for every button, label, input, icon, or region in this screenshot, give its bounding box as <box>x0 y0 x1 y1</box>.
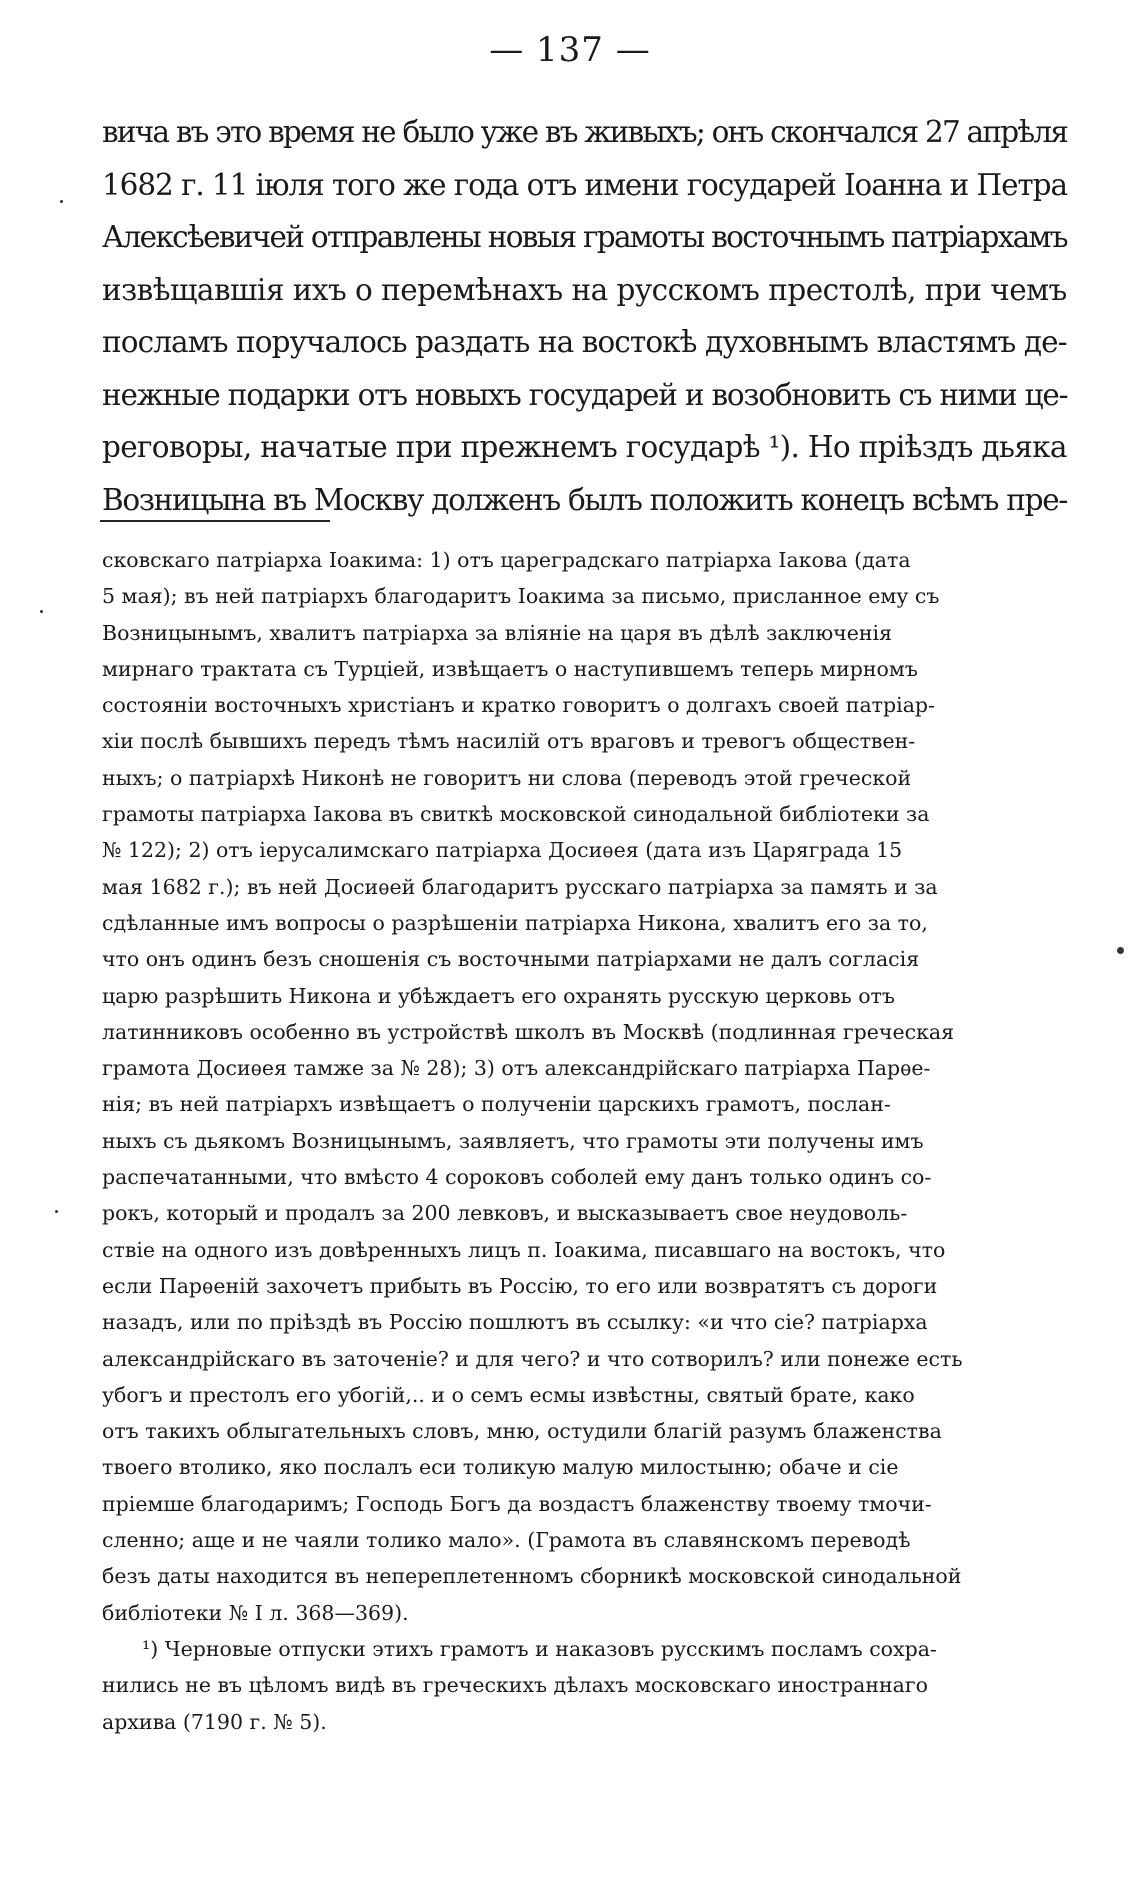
main-text-line: посламъ поручалось раздать на востокѣ духовнымъ властямъ де- <box>102 325 1067 359</box>
footnote-line: что онъ одинъ безъ сношенія съ восточными патріархами не далъ согласія <box>102 947 920 972</box>
footnote-line: латинниковъ особенно въ устройствѣ школъ въ Москвѣ (подлинная греческая <box>102 1019 955 1044</box>
footnote-line: хіи послѣ бывшихъ передъ тѣмъ насилій отъ враговъ и тревогъ обществен- <box>102 729 916 754</box>
main-text-line: извѣщавшія ихъ о перемѣнахъ на русскомъ престолѣ, при чемъ <box>102 272 1067 307</box>
footnote-line: ныхъ съ дьякомъ Возницынымъ, заявляетъ, что грамоты эти получены имъ <box>102 1128 924 1153</box>
main-text-line: Возницына въ Москву долженъ былъ положить конецъ всѣмъ пре- <box>102 482 1068 517</box>
footnote-line: александрійскаго въ заточеніе? и для чего? и что сотворилъ? или понеже есть <box>102 1346 963 1371</box>
footnote-separator <box>100 520 330 522</box>
footnote-line: мая 1682 г.); въ ней Досиѳей благодаритъ русскаго патріарха за память и за <box>102 874 938 899</box>
footnote-line: нія; въ ней патріархъ извѣщаетъ о полученіи царскихъ грамотъ, послан- <box>102 1092 891 1117</box>
footnote-1-line: архива (7190 г. № 5). <box>102 1709 327 1734</box>
footnote-line: назадъ, или по пріѣздѣ въ Россію пошлютъ въ ссылку: «и что сіе? патріарха <box>102 1310 928 1335</box>
footnote-line: 5 мая); въ ней патріархъ благодаритъ Іоакима за письмо, присланное ему съ <box>102 584 940 609</box>
footnote-line: пріемше благодаримъ; Господь Богъ да воздастъ блаженству твоему тмочи- <box>102 1491 932 1516</box>
footnote-line: распечатанными, что вмѣсто 4 сороковъ соболей ему данъ только одинъ со- <box>102 1165 932 1190</box>
footnote-line: царю разрѣшить Никона и убѣждаетъ его охранять русскую церковь отъ <box>102 983 895 1008</box>
page-number: — 137 — <box>489 30 651 70</box>
footnote-line: если Парѳеній захочетъ прибыть въ Россію, то его или возвратятъ съ дороги <box>102 1273 938 1298</box>
main-text-block <box>102 106 1067 526</box>
footnote-line: мирнаго трактата съ Турціей, извѣщаетъ о наступившемъ теперь мирномъ <box>102 656 918 681</box>
main-text-line: реговоры, начатые при прежнемъ государѣ ¹). Но пріѣздъ дьяка <box>102 430 1067 464</box>
footnote-line: сковскаго патріарха Іоакима: 1) отъ цареградскаго патріарха Іакова (дата <box>102 548 911 572</box>
footnote-line: безъ даты находится въ непереплетенномъ сборникѣ московской синодальной <box>102 1564 962 1589</box>
footnote-line: Возницынымъ, хвалитъ патріарха за вліяніе на царя въ дѣлѣ заключенія <box>102 620 893 645</box>
footnote-line: № 122); 2) отъ іерусалимскаго патріарха Досиѳея (дата изъ Царяграда 15 <box>102 838 903 863</box>
footnote-line: отъ такихъ облыгательныхъ словъ, мню, остудили благій разумъ блаженства <box>102 1419 942 1444</box>
main-text-line: Алексѣевичей отправлены новыя грамоты восточнымъ патріархамъ <box>102 220 1067 254</box>
scan-speck <box>40 610 43 613</box>
footnote-line: рокъ, который и продалъ за 200 левковъ, и высказываетъ свое неудоволь- <box>102 1201 908 1226</box>
scan-speck <box>60 200 63 203</box>
scan-speck <box>1117 947 1124 954</box>
footnote-line: сдѣланные имъ вопросы о разрѣшеніи патріарха Никона, хвалитъ его за то, <box>102 910 928 935</box>
main-text-line: 1682 г. 11 іюля того же года отъ имени государей Іоанна и Петра <box>102 167 1067 202</box>
footnote-line: твоего втолико, яко послалъ еси толикую малую милостыню; обаче и сіе <box>102 1455 899 1480</box>
footnotes-block <box>102 542 1067 1740</box>
footnote-line: убогъ и престолъ его убогій,.. и о семъ есмы извѣстны, святый брате, како <box>102 1382 915 1407</box>
footnote-line: ствіе на одного изъ довѣренныхъ лицъ п. Іоакима, писавшаго на востокъ, что <box>102 1237 946 1262</box>
footnote-1-line: ¹) Черновые отпуски этихъ грамотъ и наказовъ русскимъ посламъ сохра- <box>142 1636 937 1661</box>
scan-speck <box>55 1210 58 1213</box>
footnote-line: библіотеки № I л. 368—369). <box>102 1600 409 1625</box>
main-text-line: нежные подарки отъ новыхъ государей и возобновить съ ними це- <box>102 377 1068 412</box>
footnote-line: грамоты патріарха Іакова въ свиткѣ московской синодальной библіотеки за <box>102 802 930 827</box>
main-text-line: вича въ это время не было уже въ живыхъ; онъ скончался 27 апрѣля <box>102 115 1068 149</box>
footnote-line: состояніи восточныхъ христіанъ и кратко говоритъ о долгахъ своей патріар- <box>102 693 935 718</box>
footnote-line: сленно; аще и не чаяли толико мало». (Грамота въ славянскомъ переводѣ <box>102 1528 911 1553</box>
footnote-line: ныхъ; о патріархѣ Никонѣ не говоритъ ни слова (переводъ этой греческой <box>102 765 912 790</box>
footnote-1-line: нились не въ цѣломъ видѣ въ греческихъ дѣлахъ московскаго иностраннаго <box>102 1673 928 1698</box>
footnote-line: грамота Досиѳея тамже за № 28); 3) отъ александрійскаго патріарха Парѳе- <box>102 1056 931 1081</box>
